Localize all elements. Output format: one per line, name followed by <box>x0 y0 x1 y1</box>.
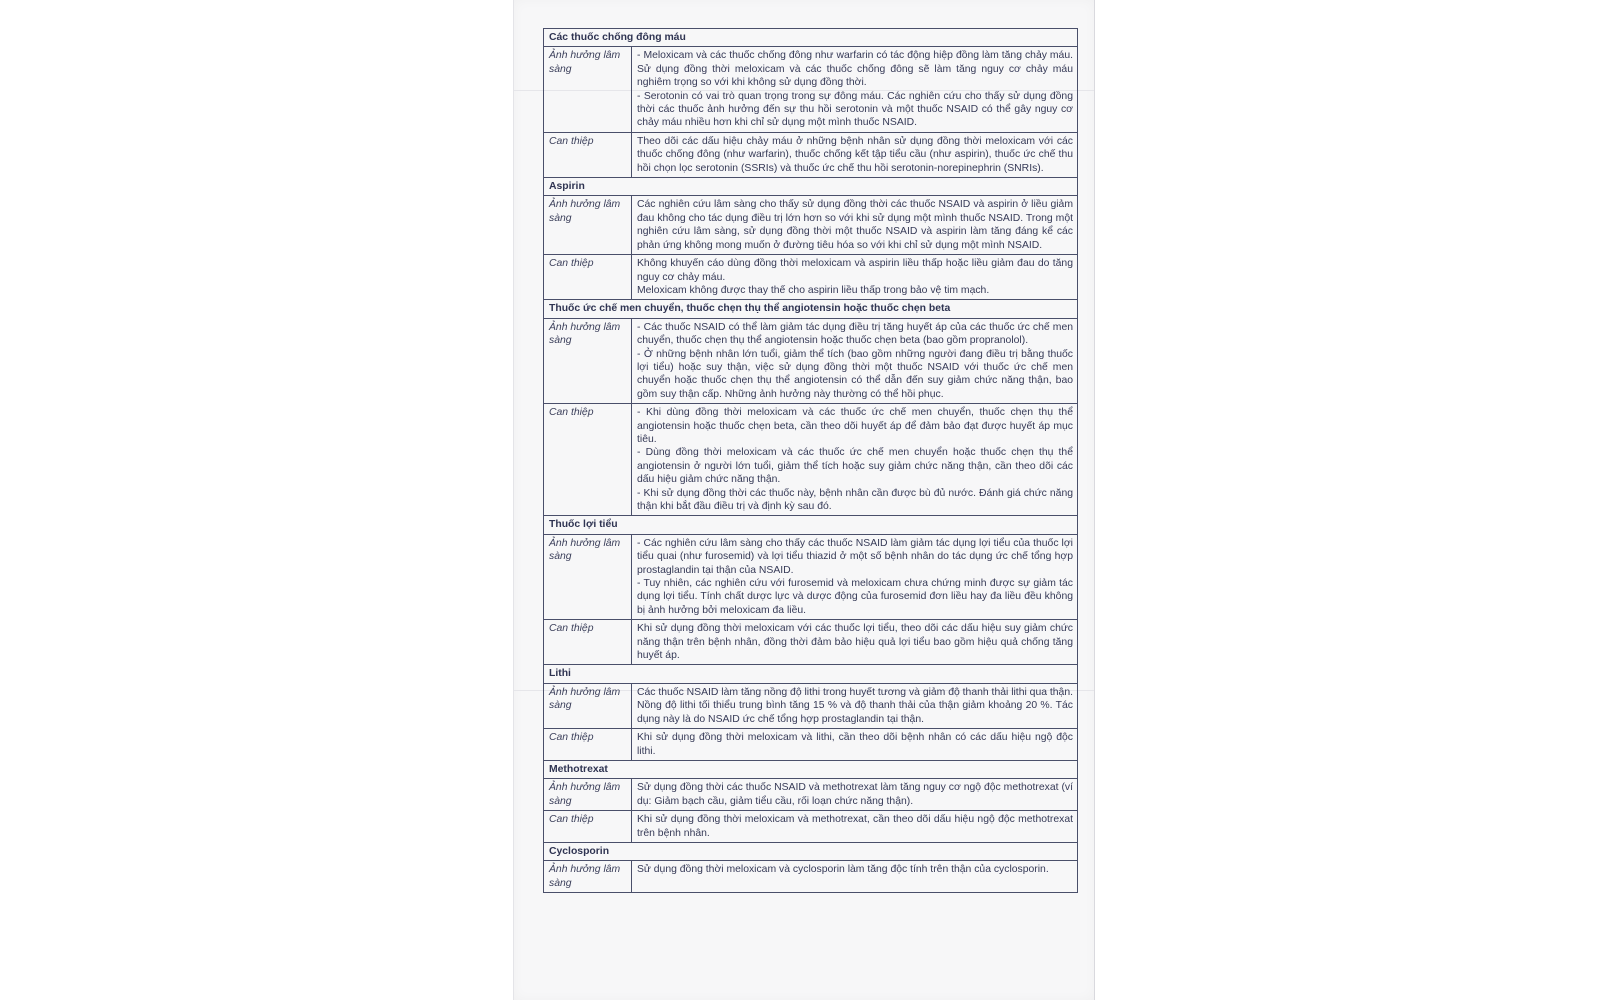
table-row <box>544 861 1078 893</box>
table-row <box>544 404 1078 516</box>
table-row <box>544 729 1078 761</box>
table-row <box>544 47 1078 132</box>
interaction-table <box>543 28 1078 893</box>
content-paragraph: Khi sử dụng đồng thời meloxicam và methotrexat, cần theo dõi dấu hiệu ngộ độc methotrexat trên bệnh nhân. <box>637 814 1073 839</box>
table-row <box>544 132 1078 177</box>
section-header-row <box>544 760 1078 778</box>
row-label: Ảnh hưởng lâm sàng <box>544 861 632 893</box>
row-content <box>632 683 1078 728</box>
table-row <box>544 620 1078 665</box>
content-paragraph: Sử dụng đồng thời meloxicam và cyclosporin làm tăng độc tính trên thận của cyclosporin. <box>637 864 1049 876</box>
row-label: Ảnh hưởng lâm sàng <box>544 196 632 255</box>
table-row <box>544 779 1078 811</box>
section-title: Aspirin <box>544 178 1078 196</box>
row-content <box>632 811 1078 843</box>
table-row <box>544 683 1078 728</box>
row-label: Can thiệp <box>544 255 632 300</box>
content-paragraph: Meloxicam không được thay thế cho aspirin liều thấp trong bảo vệ tim mạch. <box>637 284 990 296</box>
section-header-row <box>544 516 1078 534</box>
section-header-row <box>544 29 1078 47</box>
content-paragraph: - Khi dùng đồng thời meloxicam và các thuốc ức chế men chuyển, thuốc chẹn thụ thể angiotensin hoặc thuốc chẹn beta, cần theo dõi huyết áp để đảm bảo đạt được huyết áp mục tiêu. <box>637 407 1073 445</box>
row-label: Can thiệp <box>544 404 632 516</box>
table-row <box>544 534 1078 619</box>
section-title: Lithi <box>544 665 1078 683</box>
content-paragraph: Khi sử dụng đồng thời meloxicam với các thuốc lợi tiểu, theo dõi các dấu hiệu suy giảm chức năng thận trên bệnh nhân, đồng thời đảm bảo hiệu quả lợi tiểu bao gồm hiệu quả chống tăng huyết áp. <box>637 623 1073 662</box>
content-paragraph: Khi sử dụng đồng thời meloxicam và lithi, cần theo dõi bệnh nhân có các dấu hiệu ngộ độc lithi. <box>637 732 1073 757</box>
content-paragraph: Sử dụng đồng thời các thuốc NSAID và methotrexat làm tăng nguy cơ ngộ độc methotrexat (ví dụ: Giảm bạch cầu, giảm tiểu cầu, rối loạn chức năng thận). <box>637 782 1073 807</box>
row-label: Can thiệp <box>544 620 632 665</box>
section-header-row <box>544 665 1078 683</box>
content-paragraph: Các thuốc NSAID làm tăng nồng độ lithi trong huyết tương và giảm độ thanh thải lithi qua thận. Nồng độ lithi tối thiểu trung bình tăng 15 % và độ thanh thải của thận giảm khoảng 20 %. Tác dụng này là do NSAID ức chế tổng hợp prostaglandin tại thận. <box>637 686 1074 725</box>
row-label: Can thiệp <box>544 811 632 843</box>
row-content <box>632 318 1078 403</box>
row-label: Ảnh hưởng lâm sàng <box>544 47 632 132</box>
section-title: Các thuốc chống đông máu <box>544 29 1078 47</box>
section-header-row <box>544 178 1078 196</box>
section-title: Thuốc ức chế men chuyển, thuốc chẹn thụ thể angiotensin hoặc thuốc chẹn beta <box>544 300 1078 318</box>
row-content <box>632 196 1078 255</box>
content-paragraph: Không khuyến cáo dùng đồng thời meloxicam và aspirin liều thấp hoặc liều giảm đau do tăng nguy cơ chảy máu. <box>637 258 1073 283</box>
row-content <box>632 729 1078 761</box>
row-content <box>632 620 1078 665</box>
table-row <box>544 811 1078 843</box>
row-content <box>632 132 1078 177</box>
row-label: Ảnh hưởng lâm sàng <box>544 683 632 728</box>
row-label: Ảnh hưởng lâm sàng <box>544 779 632 811</box>
content-paragraph: Các nghiên cứu lâm sàng cho thấy sử dụng đồng thời các thuốc NSAID và aspirin ở liều giảm đau không cho tác dụng điều trị lớn hơn so với khi sử dụng một mình thuốc NSAID. Trong một nghiên cứu lâm sàng, sử dụng đồng thời một thuốc NSAID và aspirin làm tăng đáng kể các phản ứng không mong muốn ở đường tiêu hóa so với khi chỉ sử dụng một mình NSAID. <box>637 199 1073 251</box>
row-label: Ảnh hưởng lâm sàng <box>544 534 632 619</box>
content-paragraph: - Tuy nhiên, các nghiên cứu với furosemid và meloxicam chưa chứng minh được sự giảm tác dụng lợi tiểu. Tính chất dược lực và dược động của furosemid đơn liều hay đa liều đều không bị ảnh hưởng bởi meloxicam đa liều. <box>637 578 1073 616</box>
scanned-page <box>513 0 1095 1000</box>
content-paragraph: - Các nghiên cứu lâm sàng cho thấy các thuốc NSAID làm giảm tác dụng lợi tiểu của thuốc lợi tiểu quai (như furosemid) và lợi tiểu thiazid ở một số bệnh nhân do tác dụng ức chế tổng hợp prostaglandin tại thận của NSAID. <box>637 537 1073 576</box>
table-row <box>544 255 1078 300</box>
row-label: Can thiệp <box>544 132 632 177</box>
interaction-table-body <box>544 29 1078 893</box>
row-content <box>632 779 1078 811</box>
row-content <box>632 861 1078 893</box>
section-title: Cyclosporin <box>544 842 1078 860</box>
row-label: Ảnh hưởng lâm sàng <box>544 318 632 403</box>
row-content <box>632 47 1078 132</box>
section-title: Thuốc lợi tiểu <box>544 516 1078 534</box>
row-content <box>632 534 1078 619</box>
row-label: Can thiệp <box>544 729 632 761</box>
content-paragraph: - Khi sử dụng đồng thời các thuốc này, bệnh nhân cần được bù đủ nước. Đánh giá chức năng thận khi bắt đầu điều trị và định kỳ sau đó. <box>637 487 1073 512</box>
table-row <box>544 196 1078 255</box>
content-paragraph: - Serotonin có vai trò quan trọng trong sự đông máu. Các nghiên cứu cho thấy sử dụng đồng thời các thuốc ảnh hưởng đến sự thu hồi serotonin và một thuốc NSAID có thể gây nguy cơ chảy máu nhiều hơn khi chỉ sử dụng một mình thuốc NSAID. <box>637 90 1073 129</box>
section-header-row <box>544 300 1078 318</box>
section-title: Methotrexat <box>544 760 1078 778</box>
content-paragraph: - Ở những bệnh nhân lớn tuổi, giảm thể tích (bao gồm những người đang điều trị bằng thuốc lợi tiểu) hoặc suy thận, việc sử dụng đồng thời một thuốc NSAID với thuốc ức chế men chuyển hoặc thuốc chẹn thụ thể angiotensin có thể dẫn đến suy giảm chức năng thận, bao gồm suy thận cấp. Những ảnh hưởng này thường có thể hồi phục. <box>637 348 1073 400</box>
content-paragraph: - Meloxicam và các thuốc chống đông như warfarin có tác động hiệp đồng làm tăng chảy máu. Sử dụng đồng thời meloxicam và các thuốc chống đông sẽ làm tăng nguy cơ chảy máu nghiêm trọng so với khi không sử dụng đồng thời. <box>637 50 1073 89</box>
content-paragraph: Theo dõi các dấu hiệu chảy máu ở những bệnh nhân sử dụng đồng thời meloxicam với các thuốc chống đông (như warfarin), thuốc chống kết tập tiểu cầu (như aspirin), thuốc ức chế thu hồi chọn lọc serotonin (SSRIs) và thuốc ức chế thu hồi serotonin-norepinephrin (SNRIs). <box>637 135 1073 174</box>
table-row <box>544 318 1078 403</box>
content-paragraph: - Các thuốc NSAID có thể làm giảm tác dụng điều trị tăng huyết áp của các thuốc ức chế men chuyển, thuốc chẹn thụ thể angiotensin hoặc thuốc chẹn beta (bao gồm propranolol). <box>637 321 1073 347</box>
row-content <box>632 255 1078 300</box>
section-header-row <box>544 842 1078 860</box>
content-paragraph: - Dùng đồng thời meloxicam và các thuốc ức chế men chuyển hoặc thuốc chẹn thụ thể angiotensin ở người lớn tuổi, giảm thể tích hoặc suy giảm chức năng thận, cần theo dõi các dấu hiệu giảm chức năng thận. <box>637 447 1073 486</box>
row-content <box>632 404 1078 516</box>
